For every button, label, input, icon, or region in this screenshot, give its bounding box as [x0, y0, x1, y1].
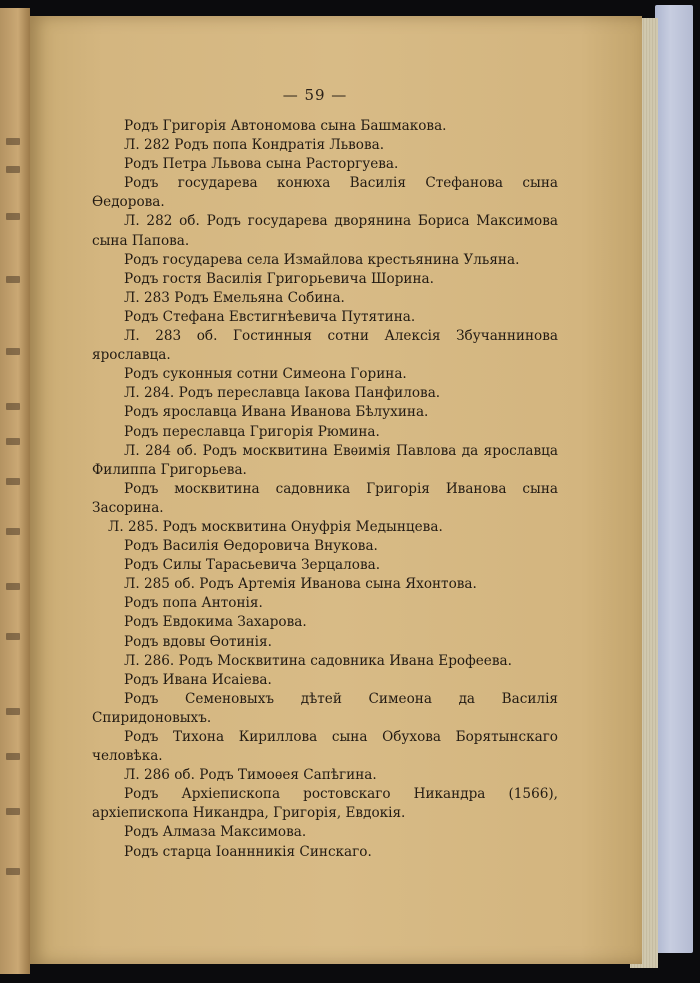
text-paragraph: Родъ Тихона Кириллова сына Обухова Борятынскаго человѣка. [92, 729, 558, 765]
text-paragraph: Родъ Евдокима Захарова. [124, 614, 307, 631]
text-paragraph: Родъ старца Іоаннникія Синскаго. [124, 843, 372, 860]
text-paragraph: Родъ попа Антонія. [124, 595, 263, 612]
text-paragraph: Родъ Архіепископа ростовскаго Никандра (1566), архіепископа Никандра, Григорія, Евдокія. [92, 786, 558, 822]
text-paragraph: Л. 283 Родъ Емельяна Собина. [124, 289, 345, 306]
text-paragraph: Родъ Силы Тарасьевича Зерцалова. [124, 557, 381, 574]
text-paragraph: Л. 283 об. Гостинныя сотни Алексія Збучаннинова ярославца. [92, 328, 558, 364]
text-paragraph: Родъ Алмаза Максимова. [124, 824, 307, 841]
text-paragraph: Л. 282 об. Родъ государева дворянина Бориса Максимова сына Папова. [92, 213, 558, 249]
text-paragraph: Л. 282 Родъ попа Кондратія Львова. [124, 137, 385, 154]
text-paragraph: Родъ ярославца Ивана Иванова Бѣлухина. [124, 404, 429, 421]
text-paragraph: Родъ Петра Львова сына Расторгуева. [124, 156, 399, 173]
book-cover-edge [655, 5, 693, 953]
text-paragraph: Л. 284 об. Родъ москвитина Евѳимія Павлова да ярославца Филиппа Григорьева. [92, 442, 558, 478]
text-paragraph: Родъ Василія Ѳедоровича Внукова. [124, 538, 378, 555]
text-paragraph: Л. 284. Родъ переславца Іакова Панфилова. [124, 385, 441, 402]
text-paragraph: Родъ государева села Измайлова крестьянина Ульяна. [124, 251, 520, 268]
page-number: — 59 — [282, 86, 348, 104]
facing-page-text-fragments [2, 8, 24, 974]
text-paragraph: Родъ государева конюха Василія Стефанова сына Ѳедорова. [92, 175, 558, 211]
text-paragraph: Родъ переславца Григорія Рюмина. [124, 423, 380, 440]
text-paragraph: Л. 285. Родъ москвитина Онуфрія Медынцева. [108, 518, 443, 535]
book-page [30, 16, 642, 964]
text-paragraph: Родъ гостя Василія Григорьевича Шорина. [124, 270, 434, 287]
page-body [92, 117, 558, 862]
text-paragraph: Родъ вдовы Ѳотинія. [124, 633, 272, 650]
text-paragraph: Родъ Семеновыхъ дѣтей Симеона да Василія Спиридоновыхъ. [92, 690, 558, 726]
text-paragraph: Родъ Григорія Автономова сына Башмакова. [124, 118, 447, 134]
facing-page-edge [0, 8, 30, 974]
text-paragraph: Родъ Стефана Евстигнѣевича Путятина. [124, 308, 416, 325]
text-paragraph: Л. 286 об. Родъ Тимоѳея Сапѣгина. [124, 767, 377, 784]
text-paragraph: Родъ москвитина садовника Григорія Иванова сына Засорина. [92, 480, 558, 516]
text-paragraph: Родъ Ивана Исаіева. [124, 671, 272, 688]
text-paragraph: Л. 285 об. Родъ Артемія Иванова сына Яхонтова. [124, 576, 477, 593]
text-paragraph: Л. 286. Родъ Москвитина садовника Ивана Ерофеева. [124, 652, 512, 669]
text-paragraph: Родъ суконныя сотни Симеона Горина. [124, 366, 407, 383]
